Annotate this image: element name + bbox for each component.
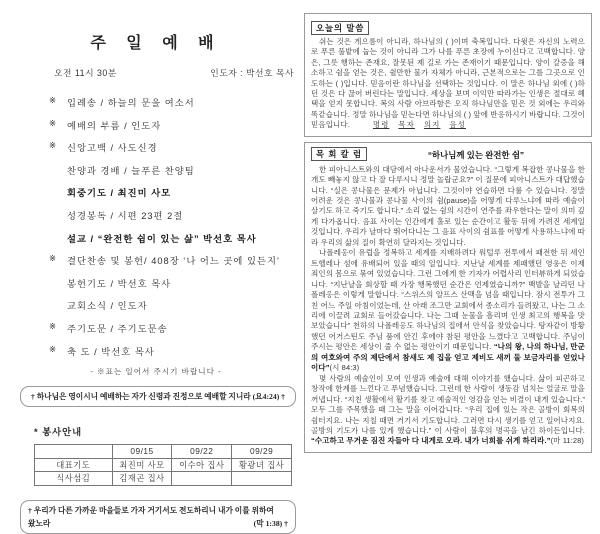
stand-note: - ※표는 일어서 주시기 바랍니다 - (90, 367, 222, 377)
order-item (67, 185, 300, 199)
volunteer-section-title: * 봉사안내 (34, 427, 83, 438)
order-item (49, 117, 300, 132)
order-item (67, 208, 300, 222)
table-cell: 황광녀 집사 (232, 458, 292, 472)
paragraph-text: 나폴레옹이 유럽을 정복하고 세계를 지배하려다 워털루 전투에서 패전한 뒤 세인트헬레나 섬에 유배되어 있을 때의 일입니다. 지난날 세계를 제패했던 영웅은 이제 죄인의 몸으로 묶여 있었습니다. 그런 그에게 한 기자가 어렵사리 인터뷰하게 되었습니다. “지난날을 회상할 때 가장 행복했던 순간은 언제였습니까?” 백발을 날리던 나폴레옹은 이렇게 말합니다. “스위스의 알프스 산맥을 넘을 때입니다. 잠시 전투가 그친 어느 주일 아침이었는데, 산 아래 조그만 교회에서 종소리가 들려왔고, 나는 그 소리에 이끌려 교회로 들어갔습니다. 나는 그때 눈물을 흘리며 인생 최고의 행복을 맛보았습니다” 천하의 나폴레옹도 하나님의 집에서 안식을 찾았습니다. 탕자같이 방황했던 어거스틴도 주님 품에 안긴 후에야 참된 평안을 느꼈다고 고백합니다. 주님이 주시는 평안은 세상이 줄 수 없는 평안이기 때문입니다. (311, 248, 585, 352)
scripture-quote: “수고하고 무거운 짐진 자들아 다 내게로 오라. 내가 너희를 쉬게 하리라.” (311, 436, 551, 446)
order-item (67, 163, 300, 177)
order-item-text: 성경봉독 / 시편 23편 2절 (67, 210, 184, 221)
volunteer-table (34, 444, 292, 486)
column-paragraph (311, 248, 585, 373)
verse-box-john424: † 하나님은 영이시니 예배하는 자가 신령과 진정으로 예배할 지니라 (요4:24) † (20, 386, 296, 407)
table-cell: 09/29 (232, 445, 292, 459)
order-item (67, 298, 300, 312)
todays-word-box (304, 13, 592, 137)
order-item-text: 주기도문 / 주기도문송 (67, 323, 168, 334)
service-leader: 인도자 : 박선호 목사 (210, 68, 294, 78)
table-row (35, 458, 292, 472)
order-item (49, 95, 300, 109)
stand-marker: ※ (49, 253, 58, 264)
table-cell: 09/15 (112, 445, 172, 459)
verse-reference: (막 1:38) † (253, 518, 288, 528)
scripture-reference: (시 84:3) (329, 363, 360, 373)
order-item (49, 140, 300, 154)
stand-marker: ※ (49, 140, 58, 151)
verse-box-mark138 (20, 500, 296, 534)
verse-line (28, 518, 288, 529)
table-cell (172, 472, 232, 486)
table-cell: 최진미 사모 (112, 458, 172, 472)
pastoral-column-header (311, 147, 585, 163)
table-cell: 09/22 (172, 445, 232, 459)
column-paragraph: 한 피아니스트와의 대담에서 아나운서가 물었습니다. “그렇게 복잡한 콩나물을 한 개도 빼놓지 않고 다 잘 다루시니 정말 놀랍군요?” 이 질문에 피아니스트가 대답했습니다. “실은 콩나물은 문제가 아닙니다. 그것이야 연습하면 다룰 수 있습니다. 정말 어려운 것은 콩나물과 콩나물 사이의 쉼(pause)을 어떻게 다루느냐에 따라 예술이 살기도 하고 죽기도 합니다.” 소리 없는 쉼의 시간이 연주를 좌우한다는 말이 의미 깊게 다가옵니다. 음표 사이는 인간에게 홀로 있는 순간이고 활동 뒤에 가려진 세계일 것입니다. 우리가 날마다 뛰어다니는 그 음표 사이의 쉼표를 어떻게 사용하느냐에 따라 우리의 삶의 질이 확연히 달라지는 것입니다. (311, 164, 585, 247)
worship-order-panel (12, 0, 300, 534)
order-item (67, 276, 300, 290)
answer-words (364, 120, 466, 129)
order-item (67, 231, 300, 245)
todays-word-text: 쉬는 것은 게으름이 아니라, 하나님의 ( )이며 축복입니다. 다윗은 자신의 노력으로 푸른 풀밭에 눕는 것이 아니라 그가 나를 푸른 초장에 누이신다고 고백합니다. 양은, 그릇 행하는 존재요, 잘못된 제 길로 가는 존재이기 때문입니다. 양이 갈증을 해소하고 쉼을 얻는 것은, 쉴만한 물가 자체가 아니라, 근본적으로는 그를 그곳으로 인도하는 ( )입니다. 믿음이란 하나님을 선택하는 것입니다. 이 말은 하나님 외에 ( )하던 것은 다 끊어 버린다는 말입니다. 세상을 보며 이익만 따라가는 인생은 절대로 혜택을 얻지 못합니다. 복의 사람 아브라함은 오직 하나님만을 믿은 것 외에는 우리와 똑같습니다. 정말 하나님을 믿는다면 하나님의 ( ) 앞에 반응하시기 바랍니다. 그것이 믿음입니다. (311, 37, 585, 130)
scripture-quote: “나의 왕, 나의 하나님, 만군의 여호와여 주의 제단에서 참새도 제 집을 얻고 제비도 새끼 둘 보금자리를 얻었나이다” (311, 342, 585, 373)
order-item-text: 봉헌기도 / 박선호 목사 (67, 278, 172, 289)
service-time: 오전 11시 30분 (54, 68, 117, 78)
stand-marker: ※ (49, 95, 58, 105)
scripture-reference: (마 11:28) (550, 436, 585, 446)
stand-marker: ※ (49, 343, 58, 354)
order-item-text: 회중기도 / 최진미 사모 (67, 188, 172, 199)
service-info-row (54, 66, 294, 79)
table-cell (35, 445, 113, 459)
order-item-text: 설교 / “완전한 쉼이 있는 삶” 박선호 목사 (67, 233, 257, 244)
order-item-text: 축 도 / 박선호 목사 (67, 346, 155, 357)
todays-word-body (311, 37, 585, 131)
verse-line: † 우리가 다른 가까운 마을들로 가자 거기서도 전도하리니 내가 이를 위하여 (28, 505, 274, 515)
order-item (49, 320, 300, 335)
order-item-text: 예배의 부름 / 인도자 (67, 120, 162, 131)
pastoral-column-box (304, 142, 592, 453)
column-paragraph (311, 374, 585, 447)
order-item (49, 343, 300, 358)
answer-word: 의지 (423, 120, 441, 130)
page-title: 주 일 예 배 (90, 35, 222, 52)
order-item (49, 253, 300, 267)
order-item-text: 교회소식 / 인도자 (67, 301, 148, 312)
paragraph-text: 몇 사람의 예술인이 모여 인생과 예술에 대해 이야기를 했습니다. 삶이 피곤하고 창작에 한계를 느낀다고 푸념했습니다. 그런데 한 사람이 생동감 넘치는 얼굴로 말을 꺼냅니다. “지친 생활에서 활기를 찾고 예술적인 영감을 얻는 비결이 내게 있습니다.” 모두 그를 주목했을 때 그는 말을 이어갑니다. “우리 집에 있는 작은 골방이 회복의 쉼터지요. 나는 지칠 때면 거기서 기도합니다. 그러면 다시 생기를 얻고 일어나지요. 골방의 기도가 나를 있게 했습니다.” 이 사람이 불후의 명곡을 남긴 하이든입니다. (311, 373, 585, 435)
order-item-text: 입례송 / 하늘의 문을 여소서 (67, 98, 195, 108)
order-item-text: 결단찬송 및 봉헌/ 408장 ‘나 어느 곳에 있든지’ (67, 256, 280, 267)
right-column (304, 13, 592, 453)
verse-line-end: 왔노라 (28, 518, 51, 528)
todays-word-label: 오늘의 말씀 (311, 21, 369, 35)
order-item-text: 찬양과 경배 / 늘푸른 찬양팀 (67, 165, 195, 176)
pastoral-column-label: 목 회 칼 럼 (311, 147, 367, 161)
table-cell: 김재곤 집사 (112, 472, 172, 486)
table-header-row (35, 445, 292, 459)
answer-word: 명령 (372, 120, 390, 130)
table-cell: 식사섬김 (35, 472, 113, 486)
order-list (12, 95, 300, 358)
table-cell (232, 472, 292, 486)
order-item-text: 신앙고백 / 사도신경 (67, 143, 158, 154)
table-cell: 이수아 집사 (172, 458, 232, 472)
answer-word: 음성 (449, 120, 466, 130)
stand-marker: ※ (49, 320, 58, 331)
table-row (35, 472, 292, 486)
pastoral-column-title: “하나님께 있는 완전한 쉼” (427, 149, 525, 160)
table-cell: 대표기도 (35, 458, 113, 472)
stand-marker: ※ (49, 117, 58, 128)
answer-word: 목자 (398, 120, 415, 130)
